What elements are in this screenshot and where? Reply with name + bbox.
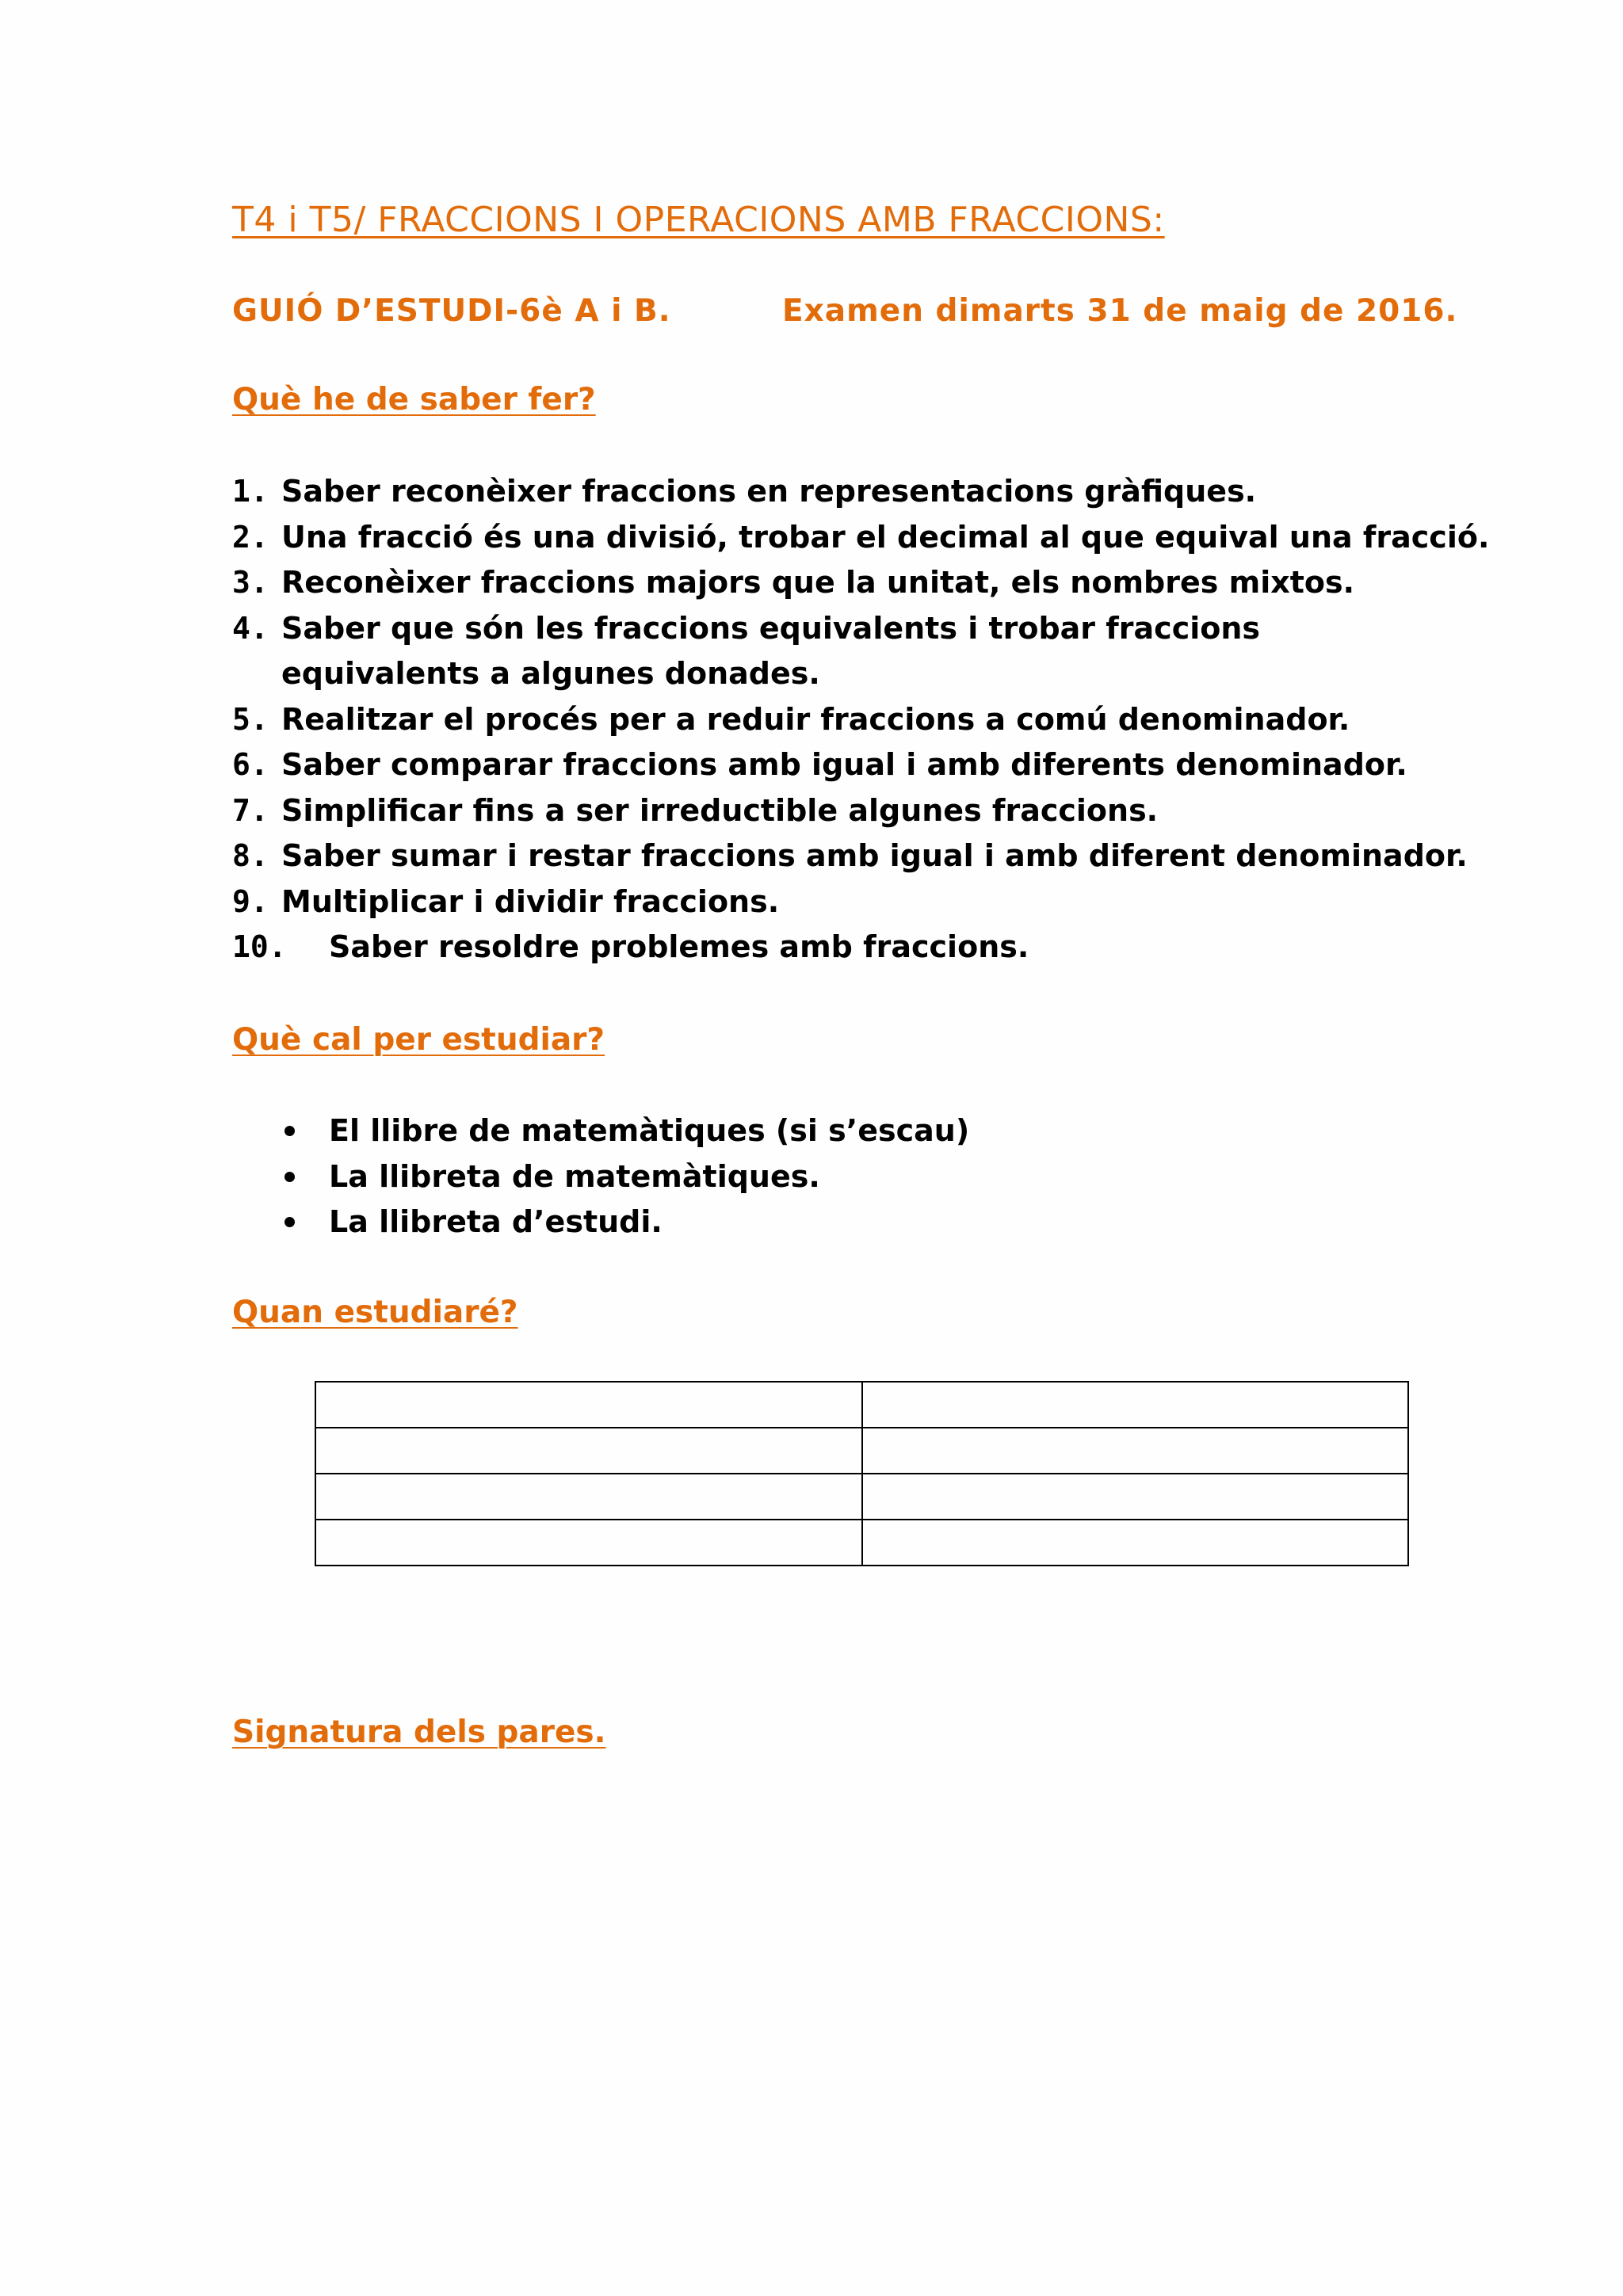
list-item-number: 1.	[232, 474, 269, 509]
list-item-number: 8.	[232, 838, 269, 873]
list-item	[281, 1154, 969, 1200]
list-item-text: La llibreta de matemàtiques.	[329, 1158, 820, 1194]
skills-list	[232, 469, 1490, 971]
list-item	[232, 925, 1468, 971]
table-cell[interactable]	[315, 1382, 862, 1428]
bullet-icon	[285, 1217, 295, 1227]
list-item	[281, 1199, 969, 1245]
table-cell[interactable]	[862, 1474, 1409, 1520]
list-item	[232, 697, 1468, 743]
study-schedule-table	[315, 1381, 1409, 1566]
section-heading-study: Què cal per estudiar?	[232, 1022, 605, 1058]
list-item-text: Saber sumar i restar fraccions amb igual i amb diferent denominador.	[281, 838, 1468, 873]
list-item-text: Saber comparar fraccions amb igual i amb diferents denominador.	[281, 747, 1407, 782]
page-title: T4 i T5/ FRACCIONS I OPERACIONS AMB FRACCIONS:	[232, 200, 1165, 240]
table-cell[interactable]	[315, 1520, 862, 1566]
list-item-number: 10.	[232, 929, 287, 964]
table-row	[315, 1382, 1408, 1428]
bullet-icon	[285, 1172, 295, 1182]
list-item-text: Una fracció és una divisió, trobar el decimal al que equival una fracció.	[281, 519, 1490, 555]
study-guide-label: GUIÓ D’ESTUDI-6è A i B.	[232, 293, 671, 329]
list-item-text: Saber reconèixer fraccions en representacions gràfiques.	[281, 474, 1257, 509]
list-item-text: Saber que són les fraccions equivalents i trobar fraccions equivalents a algunes donades.	[281, 610, 1261, 691]
exam-date: Examen dimarts 31 de maig de 2016.	[782, 293, 1458, 329]
list-item-text: Realitzar el procés per a reduir fraccions a comú denominador.	[281, 701, 1350, 737]
table-row	[315, 1428, 1408, 1474]
list-item	[232, 560, 1468, 606]
list-item	[232, 469, 1468, 515]
list-item-number: 2.	[232, 519, 269, 555]
list-item-text: La llibreta d’estudi.	[329, 1204, 663, 1239]
list-item-number: 5.	[232, 701, 269, 737]
list-item-text: Saber resoldre problemes amb fraccions.	[329, 929, 1029, 964]
table-cell[interactable]	[315, 1428, 862, 1474]
list-item-number: 4.	[232, 610, 269, 646]
list-item	[232, 788, 1468, 834]
list-item	[232, 833, 1468, 879]
table-cell[interactable]	[862, 1520, 1409, 1566]
table-cell[interactable]	[862, 1428, 1409, 1474]
list-item-number: 7.	[232, 792, 269, 828]
table-row	[315, 1474, 1408, 1520]
table-cell[interactable]	[315, 1474, 862, 1520]
list-item	[281, 1108, 969, 1154]
section-heading-know: Què he de saber fer?	[232, 382, 596, 418]
list-item-text: Reconèixer fraccions majors que la unitat, els nombres mixtos.	[281, 565, 1355, 600]
list-item-number: 6.	[232, 747, 269, 782]
list-item	[232, 879, 1468, 925]
list-item	[232, 606, 1468, 697]
list-item	[232, 742, 1468, 788]
list-item-text: Multiplicar i dividir fraccions.	[281, 883, 780, 919]
parents-signature-label: Signatura dels pares.	[232, 1714, 606, 1750]
list-item-text: El llibre de matemàtiques (si s’escau)	[329, 1113, 970, 1148]
table-row	[315, 1520, 1408, 1566]
list-item-number: 3.	[232, 565, 269, 600]
table-cell[interactable]	[862, 1382, 1409, 1428]
list-item-text: Simplificar fins a ser irreductible algunes fraccions.	[281, 792, 1159, 828]
list-item-number: 9.	[232, 883, 269, 919]
bullet-icon	[285, 1126, 295, 1136]
list-item	[232, 515, 1490, 561]
materials-list	[281, 1108, 969, 1245]
section-heading-when: Quan estudiaré?	[232, 1295, 518, 1330]
